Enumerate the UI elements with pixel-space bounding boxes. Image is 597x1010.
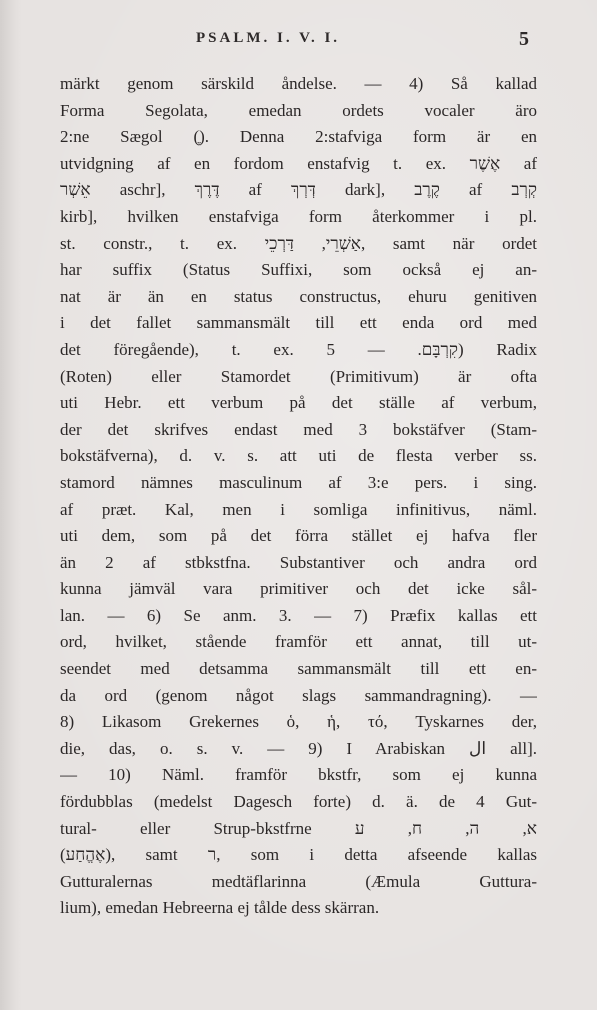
text-line: än 2 af stbkstfna. Substantiver och andra ord <box>60 552 537 572</box>
text-line: fördubblas (medelst Dagesch forte) d. ä. de 4 Gut- <box>60 792 537 812</box>
text-line: stamord nämnes masculinum af 3:e pers. i sing. <box>60 472 537 492</box>
text-line: ord, hvilket, stående framför ett annat, till ut- <box>60 632 537 652</box>
running-head-title: PSALM. I. V. I. <box>196 30 341 46</box>
text-line: st. constr., t. ex. אַשְׁרֵי, דַּרְכֵי, samt när ordet <box>60 233 537 253</box>
text-line: uti Hebr. ett verbum på det ställe af verbum, <box>60 393 537 413</box>
text-line: i det fallet sammansmält till ett enda ord med <box>60 313 537 333</box>
text-line: אֵשְׁר aschr], דֶּרֶךְ af דְּרְךְ dark], קֶרֶב af קְרְב <box>60 180 537 200</box>
text-line: seendet med detsamma sammansmält till ett en- <box>60 659 537 679</box>
text-line: har suffix (Status Suffixi, som också ej an- <box>60 260 537 280</box>
text-line: kirb], hvilken enstafviga form återkommer i pl. <box>60 206 537 226</box>
text-line: kunna jämväl vara primitiver och det icke sål- <box>60 579 537 599</box>
text-line: der det skrifves endast med 3 bokstäfver (Stam- <box>60 419 537 439</box>
text-line: 8) Likasom Grekernes ὁ, ἡ, τό, Tyskarnes der, <box>60 712 537 732</box>
running-head <box>0 30 597 54</box>
text-line: lan. — 6) Se anm. 3. — 7) Præfix kallas ett <box>60 605 537 625</box>
text-line: die, das, o. s. v. — 9) I Arabiskan ال all]. <box>60 738 537 758</box>
text-line: nat är än en status constructus, ehuru genitiven <box>60 286 537 306</box>
text-line: — 10) Näml. framför bkstfr, som ej kunna <box>60 765 537 785</box>
text-line: utvidgning af en fordom enstafvig t. ex. אֶשֶׁר af <box>60 153 537 173</box>
text-line: (אֶהֱחַע), samt ר, som i detta afseende kallas <box>60 845 537 865</box>
body-text <box>60 71 537 922</box>
text-line: tural- eller Strup-bkstfrne א, ה, ח, ע <box>60 818 537 838</box>
text-line: bokstäfverna), d. v. s. att uti de flesta verber ss. <box>60 446 537 466</box>
text-line: märkt genom särskild åndelse. — 4) Så kallad <box>60 74 537 93</box>
text-line: lium), emedan Hebreerna ej tålde dess skärran. <box>60 898 380 918</box>
text-line: Gutturalernas medtäflarinna (Æmula Guttura- <box>60 871 537 891</box>
text-line: (Roten) eller Stamordet (Primitivum) är ofta <box>60 366 537 386</box>
text-line: 2:ne Sægol (ֶ). Denna 2:stafviga form är en <box>60 127 537 147</box>
text-line: det föregående), t. ex. קִרְבָּם. — 5) Radix <box>60 339 537 359</box>
text-line: Forma Segolata, emedan ordets vocaler äro <box>60 100 537 120</box>
text-line: da ord (genom något slags sammandragning). — <box>60 685 537 705</box>
text-line: uti dem, som på det förra stället ej hafva fler <box>60 526 537 546</box>
page-number: 5 <box>519 28 529 50</box>
text-line: af præt. Kal, men i somliga infinitivus, näml. <box>60 499 537 519</box>
page-gutter-shadow <box>0 0 22 1010</box>
